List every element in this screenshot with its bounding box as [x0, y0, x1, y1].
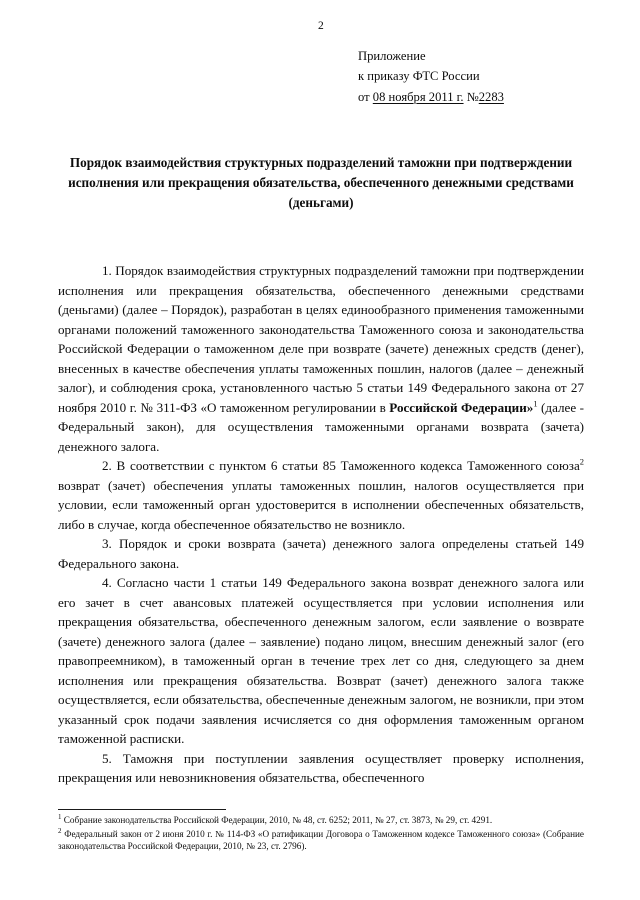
paragraph-2-text: 2. В соответствии с пунктом 6 статьи 85 Таможенного кодекса Таможенного союза [102, 458, 580, 474]
appendix-number: 2283 [478, 89, 504, 104]
appendix-header [358, 46, 584, 107]
footnotes-section [58, 809, 584, 854]
paragraph-2 [58, 456, 584, 534]
footnote-1 [58, 814, 584, 827]
paragraph-4: 4. Согласно части 1 статьи 149 Федерального закона возврат денежного залога или его зачет в счет авансовых платежей осуществляется при условии исполнения или прекращения обязательства, обеспеченного денежным залогом, если заявление о возврате (зачете) денежного залога (далее – заявление) подано лицом, внесшим денежный залог (его правопреемником), в таможенный орган в течение трех лет со дня, следующего за днем исполнения или прекращения обязательства. Возврат (зачет) денежного залога также осуществляется, если обязательства, обеспеченные денежным залогом, не возникли, при этом указанный срок подачи заявления исчисляется со дня оформления таможенным органом таможенной расписки. [58, 575, 584, 747]
date-prefix: от [358, 89, 370, 104]
footnote-2-text: Федеральный закон от 2 июня 2010 г. № 114-ФЗ «О ратификации Договора о Таможенном кодексе Таможенного союза» (Собрание законодательства Российской Федерации, 2010, № 23, ст. 2796). [58, 828, 585, 852]
footnote-2 [58, 828, 584, 853]
appendix-line-2: к приказу ФТС России [358, 69, 480, 84]
footnote-divider [58, 809, 226, 810]
appendix-date: 08 ноября 2011 г. [372, 89, 464, 104]
footnote-marker-1: 1 [533, 398, 538, 409]
paragraph-5: 5. Таможня при поступлении заявления осуществляет проверку исполнения, прекращения или невозникновения обязательства, обеспеченного [58, 750, 584, 786]
paragraph-1 [58, 261, 584, 456]
footnote-marker-2: 2 [579, 457, 584, 467]
paragraph-1-emphasis: Российской Федерации» [389, 399, 534, 415]
footnote-1-text: Собрание законодательства Российской Федерации, 2010, № 48, ст. 6252; 2011, № 27, ст. 3873, № 29, ст. 4291. [63, 814, 493, 825]
footnote-1-marker: 1 [58, 812, 62, 821]
page-number: 2 [318, 20, 324, 32]
number-prefix: № [466, 89, 479, 104]
appendix-date-line [358, 87, 584, 107]
document-title: Порядок взаимодействия структурных подразделений таможни при подтверждении исполнения или прекращения обязательства, обеспеченного денежными средствами (деньгами) [68, 155, 574, 211]
paragraph-1-text: 1. Порядок взаимодействия структурных подразделений таможни при подтверждении исполнения или прекращения обязательства, обеспеченного денежными средствами (деньгами) (далее – Порядок), разработан в целях единообразного применения таможенными органами положений таможенного законодательства Таможенного союза и законодательства Российской Федерации о таможенном деле при возврате (зачете) денежных средств (денег), внесенных в качестве обеспечения уплаты таможенных пошлин, налогов (далее – денежный залог), и соблюдения срока, установленного частью 5 статьи 149 Федерального закона от 27 ноября 2010 г. № 311-ФЗ «О таможенном регулировании в Российской Федерации» [58, 263, 584, 415]
document-body [58, 261, 584, 788]
footnote-2-marker: 2 [58, 826, 62, 835]
appendix-line-1: Приложение [358, 49, 426, 63]
paragraph-3: 3. Порядок и сроки возврата (зачета) денежного залога определены статьей 149 Федерального закона. [58, 536, 584, 571]
paragraph-1-tail: (далее - Федеральный закон), для осуществления таможенными органами возврата (зачета) денежного залога. [58, 399, 585, 454]
paragraph-2-tail: возврат (зачет) обеспечения уплаты таможенных пошлин, налогов осуществляется при условии, если таможенный орган удостоверится в исполнении обеспеченных обязательств, либо в случае, когда обеспеченное обязательство не возникло. [58, 477, 584, 532]
